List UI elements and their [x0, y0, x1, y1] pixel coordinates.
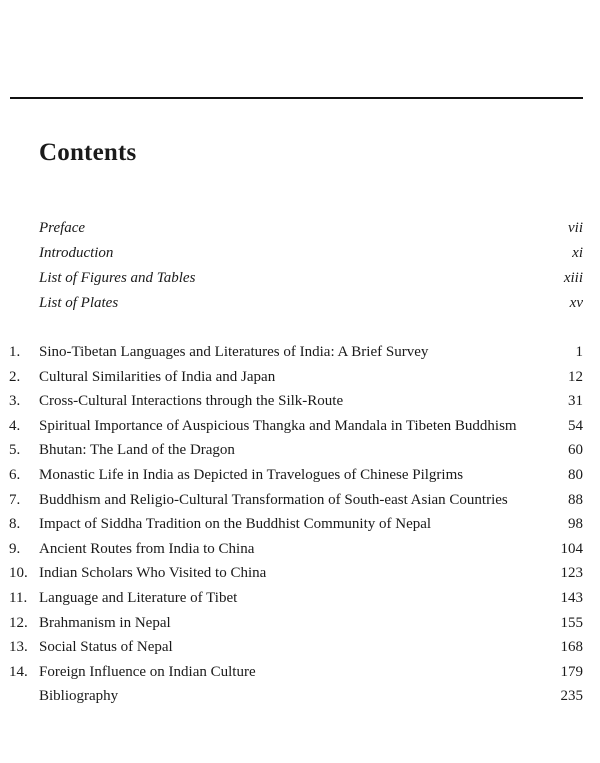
chapter-number: 13.	[9, 639, 28, 656]
chapter-item[interactable]	[9, 537, 583, 562]
chapter-number: 7.	[9, 491, 21, 508]
chapter-list	[9, 340, 583, 709]
front-matter-title: List of Figures and Tables	[39, 270, 196, 286]
chapter-item[interactable]	[9, 365, 583, 390]
chapter-title: Sino-Tibetan Languages and Literatures of India: A Brief Survey	[39, 344, 429, 360]
front-matter-list	[39, 216, 583, 316]
chapter-item[interactable]	[9, 684, 583, 709]
chapter-item[interactable]	[9, 389, 583, 414]
chapter-page: 179	[560, 663, 583, 680]
chapter-page: 31	[568, 393, 583, 410]
front-matter-item[interactable]	[39, 266, 583, 291]
front-matter-item[interactable]	[39, 291, 583, 316]
chapter-title: Monastic Life in India as Depicted in Travelogues of Chinese Pilgrims	[39, 466, 464, 483]
chapter-number: 8.	[9, 516, 21, 533]
chapter-title: Foreign Influence on Indian Culture	[39, 663, 256, 680]
chapter-item[interactable]	[9, 635, 583, 660]
chapter-number: 1.	[9, 344, 21, 360]
page-title: Contents	[39, 139, 137, 166]
chapter-item[interactable]	[9, 463, 583, 488]
chapter-item[interactable]	[9, 438, 583, 463]
front-matter-page: xiii	[563, 270, 583, 286]
top-rule	[10, 97, 583, 99]
chapter-page: 98	[568, 516, 583, 533]
chapter-number: 10.	[9, 565, 28, 582]
chapter-page: 54	[568, 417, 583, 434]
chapter-item[interactable]	[9, 488, 583, 513]
chapter-number: 3.	[9, 393, 21, 410]
front-matter-item[interactable]	[39, 241, 583, 266]
chapter-title: Ancient Routes from India to China	[39, 540, 255, 557]
chapter-number: 14.	[9, 663, 28, 680]
chapter-page: 123	[560, 565, 583, 582]
front-matter-page: xi	[572, 245, 583, 261]
chapter-title: Social Status of Nepal	[39, 639, 173, 656]
chapter-title: Impact of Siddha Tradition on the Buddhist Community of Nepal	[39, 516, 432, 533]
chapter-page: 235	[560, 688, 583, 705]
chapter-title: Bhutan: The Land of the Dragon	[39, 442, 235, 459]
chapter-number: 4.	[9, 417, 21, 434]
chapter-number: 5.	[9, 442, 21, 459]
chapter-page: 168	[560, 639, 583, 656]
chapter-page: 60	[568, 442, 583, 459]
chapter-page: 88	[568, 491, 583, 508]
front-matter-title: Introduction	[39, 245, 114, 261]
chapter-title: Spiritual Importance of Auspicious Thangka and Mandala in Tibeten Buddhism	[39, 417, 517, 434]
chapter-title: Indian Scholars Who Visited to China	[39, 565, 267, 582]
chapter-number: 11.	[9, 589, 28, 606]
chapter-title: Brahmanism in Nepal	[39, 614, 171, 631]
chapter-page: 155	[560, 614, 583, 631]
chapter-item[interactable]	[9, 512, 583, 537]
chapter-number: 9.	[9, 540, 21, 557]
front-matter-page: vii	[568, 220, 583, 236]
chapter-title: Bibliography	[39, 688, 119, 705]
chapter-item[interactable]	[9, 414, 583, 439]
chapter-item[interactable]	[9, 586, 583, 611]
chapter-item[interactable]	[9, 611, 583, 636]
chapter-title: Language and Literature of Tibet	[39, 589, 238, 606]
chapter-item[interactable]	[9, 340, 583, 365]
chapter-title: Cultural Similarities of India and Japan	[39, 368, 276, 385]
front-matter-item[interactable]	[39, 216, 583, 241]
chapter-title: Buddhism and Religio-Cultural Transformation of South-east Asian Countries	[39, 491, 508, 508]
front-matter-title: List of Plates	[39, 295, 119, 311]
chapter-title: Cross-Cultural Interactions through the Silk-Route	[39, 393, 344, 410]
chapter-page: 80	[568, 466, 583, 483]
chapter-page: 12	[568, 368, 583, 385]
chapter-item[interactable]	[9, 660, 583, 685]
chapter-number: 12.	[9, 614, 28, 631]
chapter-number: 2.	[9, 368, 21, 385]
front-matter-title: Preface	[39, 220, 86, 236]
chapter-page: 1	[575, 344, 583, 360]
chapter-page: 143	[560, 589, 583, 606]
chapter-number: 6.	[9, 466, 21, 483]
chapter-item[interactable]	[9, 561, 583, 586]
front-matter-page: xv	[569, 295, 583, 311]
chapter-page: 104	[560, 540, 583, 557]
